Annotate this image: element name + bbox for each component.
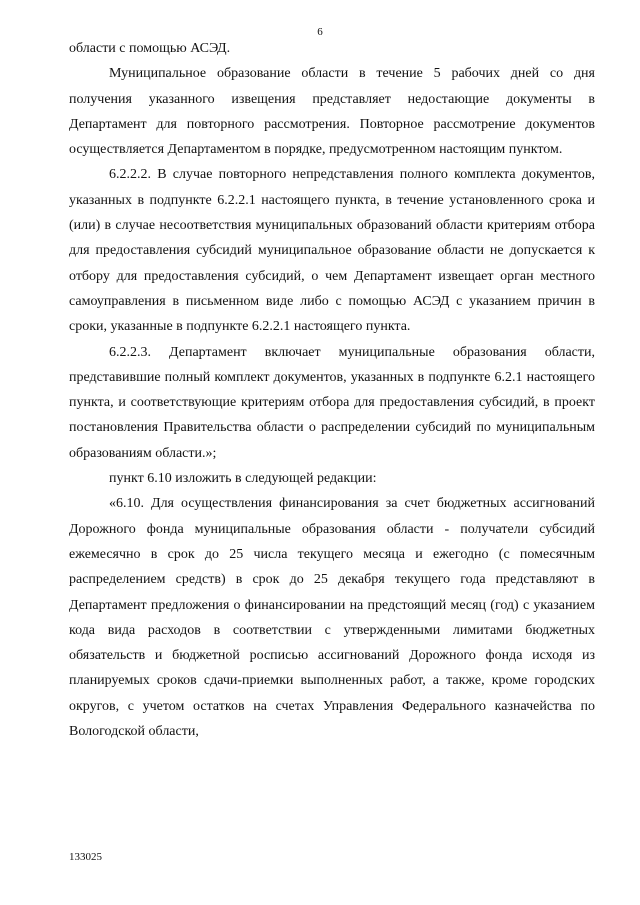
text-line: предстоящий месяц (год) с указанием кода вида расходов в соответствии с (69, 597, 595, 638)
text-line: ассигнований Дорожного фонда муниципальные образования области - (69, 496, 596, 537)
text-line: 6.2.2.3. Департамент включает муниципальные образования области, (109, 344, 595, 360)
text-line: образований области критериям отбора для предоставления субсидий (69, 218, 595, 259)
text-line: субсидий, в проект постановления Правительства области о распределении (69, 395, 595, 436)
text-line: счетах Управления Федерального казначейства по Вологодской области, (69, 698, 595, 740)
text-line: 6.2.2.2. В случае повторного непредставления полного комплекта (109, 167, 516, 183)
body-paragraph (69, 61, 595, 162)
text-line: установленного срока и (или) в случае несоответствия муниципальных (69, 192, 595, 234)
document-body (69, 36, 595, 744)
text-line: Муниципальное образование области в течение 5 рабочих дней со дня (109, 66, 595, 82)
text-line: настоящего пункта, и соответствующие критериям отбора для предоставления (69, 369, 595, 411)
text-line: самоуправления в письменном виде либо с помощью АСЭД с указанием причин (69, 293, 582, 309)
text-line: документов осуществляется Департаментом в порядке, предусмотренном (69, 116, 595, 158)
text-line: ежегодно (с помесячным распределением средств) в срок до 25 декабря (69, 546, 595, 588)
text-line: пункт 6.10 изложить в следующей редакции: (109, 471, 377, 487)
body-paragraph (69, 340, 595, 466)
text-line: получения указанного извещения представляет недостающие документы в (69, 91, 595, 107)
text-line: выполненных работ, а также, кроме городских округов, с учетом остатков на (69, 673, 596, 714)
body-paragraph (69, 466, 595, 491)
body-paragraph (69, 162, 595, 339)
text-line: муниципальное образование области не допускается к отбору для (69, 243, 596, 284)
text-line: Департамент для повторного рассмотрения. Повторное рассмотрение (69, 116, 516, 132)
text-line: получатели субсидий ежемесячно в срок до 25 числа текущего месяца и (69, 521, 595, 562)
text-line: текущего года представляют в Департамент предложения о финансировании на (69, 572, 596, 613)
text-line: представившие полный комплект документов, указанных в подпункте 6.2.1 (69, 369, 523, 385)
text-line: предоставления субсидий, о чем Департамент извещает орган местного (143, 268, 595, 284)
text-line: субсидий по муниципальным образованиям области.»; (69, 420, 595, 461)
text-line: документов, указанных в подпункте 6.2.2.1 настоящего пункта, в течение (69, 167, 596, 208)
text-line: области с помощью АСЭД. (69, 41, 231, 56)
text-line: в сроки, указанные в подпункте 6.2.2.1 настоящего пункта. (69, 293, 596, 335)
text-line: утвержденными лимитами бюджетных обязательств и бюджетной росписью (69, 622, 596, 664)
body-paragraph (69, 491, 595, 744)
page-number: 6 (317, 26, 323, 38)
text-line: ассигнований Дорожного фонда исходя из планируемых сроков сдачи-приемки (69, 648, 596, 689)
text-line: «6.10. Для осуществления финансирования за счет бюджетных (109, 496, 507, 512)
body-paragraph (69, 36, 595, 61)
text-line: настоящим пунктом. (439, 142, 563, 158)
document-code: 133025 (69, 851, 102, 863)
